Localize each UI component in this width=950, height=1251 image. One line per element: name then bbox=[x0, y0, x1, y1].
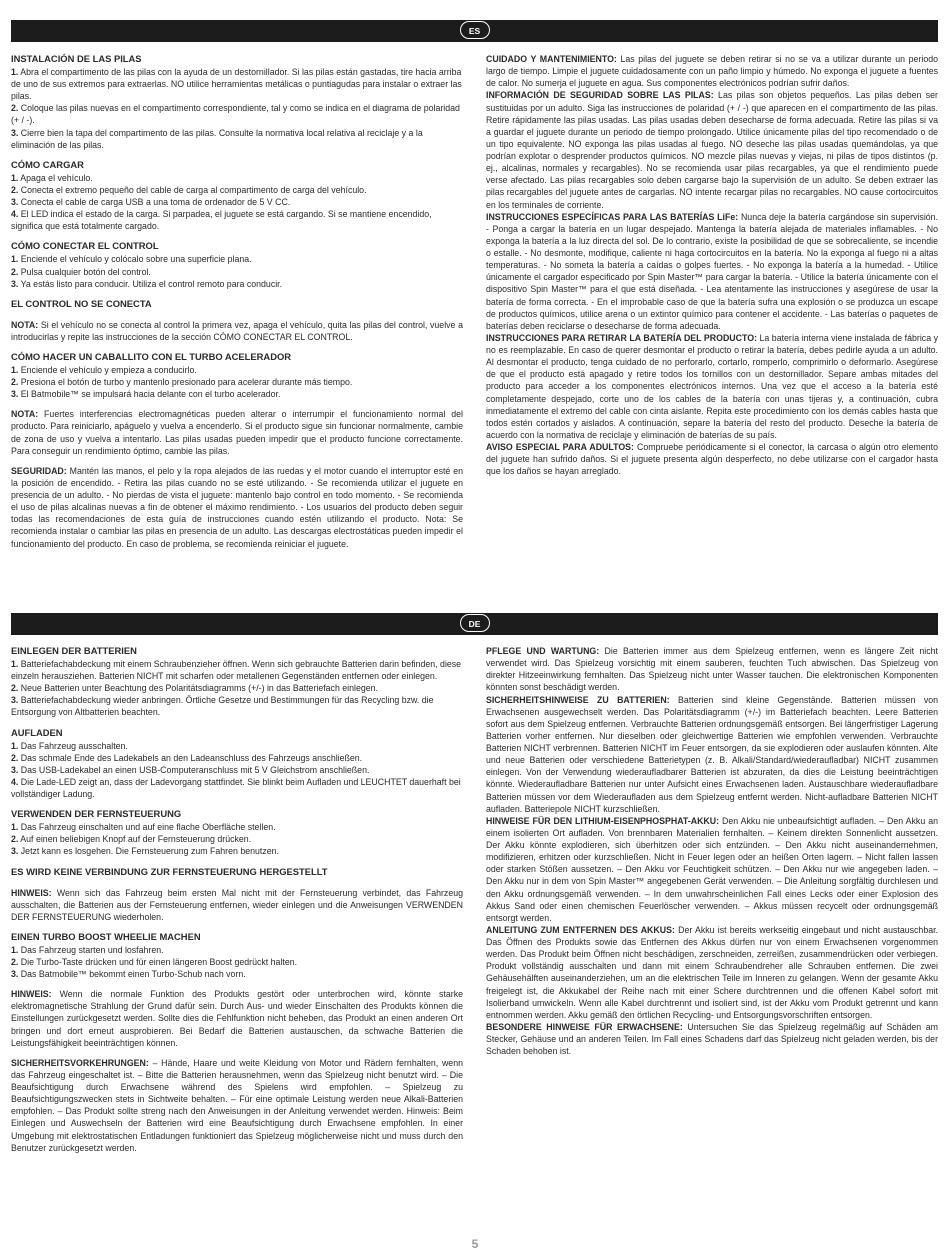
paragraph-text: Compruebe periódicamente si el conector, la carcasa o algún otro elemento del juguete han sufrido daños. Si el juguete presenta algún desperfecto, no debe utilizarse con el cargador hasta que los daños se hayan arreglado. bbox=[486, 442, 939, 477]
step-number: 1. bbox=[11, 66, 19, 77]
section-heading: VERWENDEN DER FERNSTEUERUNG bbox=[11, 808, 182, 820]
step-line bbox=[11, 102, 463, 126]
step-number: 2. bbox=[11, 103, 19, 114]
paragraph-lead: ANLEITUNG ZUM ENTFERNEN DES AKKUS: bbox=[486, 924, 675, 935]
step-line bbox=[11, 821, 463, 833]
section-block bbox=[11, 298, 463, 311]
step-text: Das Fahrzeug ausschalten. bbox=[18, 740, 128, 751]
step-number: 1. bbox=[11, 740, 19, 751]
step-text: El LED indica el estado de la carga. Si parpadea, el juguete se está cargando. Si se mantiene encendido, significa que está totalmente cargado. bbox=[11, 209, 432, 232]
step-number: 2. bbox=[11, 184, 19, 195]
section-heading: AUFLADEN bbox=[11, 726, 63, 738]
step-number: 3. bbox=[11, 695, 19, 706]
section-block bbox=[11, 240, 463, 289]
paragraph-lead: SICHERHEITSVORKEHRUNGEN: bbox=[11, 1057, 149, 1068]
step-text: Neue Batterien unter Beachtung des Polaritätsdiagramms (+/-) in das Batteriefach einlegen. bbox=[18, 683, 378, 694]
section-band-de bbox=[11, 613, 938, 635]
paragraph bbox=[486, 1021, 938, 1057]
paragraph bbox=[11, 988, 463, 1049]
step-line bbox=[11, 196, 463, 208]
de-right-column bbox=[486, 645, 938, 1057]
step-text: Die Turbo-Taste drücken und für einen längeren Boost gedrückt halten. bbox=[18, 956, 298, 967]
paragraph bbox=[486, 332, 938, 441]
step-number: 2. bbox=[11, 752, 19, 763]
section-block bbox=[11, 727, 463, 801]
step-line bbox=[11, 740, 463, 752]
step-line bbox=[11, 376, 463, 388]
step-number: 3. bbox=[11, 278, 19, 289]
step-number: 3. bbox=[11, 197, 19, 208]
step-text: Presiona el botón de turbo y mantenlo presionado para acelerar durante más tiempo. bbox=[18, 377, 353, 388]
step-text: Pulsa cualquier botón del control. bbox=[18, 266, 151, 277]
step-text: Das Fahrzeug starten und losfahren. bbox=[18, 944, 164, 955]
paragraph-text: La batería interna viene instalada de fábrica y no es reemplazable. En caso de querer desmontar el producto o retirar la batería, debes pedirle ayuda a un adulto. Al desmontar el producto, tenga cuidado de no perforarlo, cortarlo, romperlo, comprimirlo o deformarlo. Asegúrese de que el producto está apagado y retire todos los tornillos con un destornillador. Separe ambas mitades del producto para acceder a los componentes electrónicos internos. Una vez que el acceso a la batería esté completamente despejado, corte uno de los cables de la batería con unas tijeras y, a continuación, cubra inmediatamente el extremo del cable con cinta aislante. Repita este procedimiento con los demás cables hasta que todos estén cortados y aislados. A continuación, separe la batería del resto del producto. Deseche la batería de acuerdo con la normativa de reciclaje y eliminación de baterías de su país. bbox=[486, 332, 938, 440]
step-line bbox=[11, 253, 463, 265]
step-line bbox=[11, 845, 463, 857]
section-heading: CÓMO CONECTAR EL CONTROL bbox=[11, 240, 159, 252]
paragraph bbox=[486, 924, 938, 1021]
paragraph-text: Wenn sich das Fahrzeug beim ersten Mal nicht mit der Fernsteuerung verbindet, das Fahrzeug ausschalten, die Batterien aus der Fernsteuerung entfernen, wieder einlegen und die Anweisungen VERWENDEN DER FERNSTEUERUNG wiederholen. bbox=[11, 887, 463, 922]
section-heading: CÓMO HACER UN CABALLITO CON EL TURBO ACELERADOR bbox=[11, 351, 292, 362]
step-line bbox=[11, 833, 463, 845]
paragraph-lead: PFLEGE UND WARTUNG: bbox=[486, 646, 600, 656]
step-number: 4. bbox=[11, 209, 19, 220]
paragraph bbox=[11, 1057, 463, 1154]
step-line bbox=[11, 956, 463, 968]
step-number: 2. bbox=[11, 956, 19, 967]
section-heading: INSTALACIÓN DE LAS PILAS bbox=[11, 53, 142, 64]
paragraph-lead: NOTA: bbox=[11, 409, 39, 420]
section-block bbox=[11, 319, 463, 343]
section-block bbox=[11, 351, 463, 400]
step-text: Batteriefachabdeckung mit einem Schraubenzieher öffnen. Wenn sich gebrauchte Batterien darin befinden, diese einzeln herausziehen. Batterien NICHT mit scharfen oder metallenen Gegenständen entfernen oder einlegen. bbox=[11, 658, 462, 682]
step-line bbox=[11, 776, 463, 800]
paragraph bbox=[11, 465, 463, 550]
step-number: 3. bbox=[11, 389, 19, 400]
step-number: 1. bbox=[11, 172, 19, 183]
paragraph-text: Batterien sind kleine Gegenstände. Batterien müssen von Erwachsenen ausgewechselt werden. Das Polaritätsdiagramm (+/-) im Batteriefach beachten. Leere Batterien sofort aus dem Spielzeug entfernen. Verbrauchte Batterien ordnungsgemäß entsorgen. Bei längerfristiger Lagerung Batterien vorher entfernen. Nur dieselben oder gleichwertige Batterien wie empfohlen verwenden. Verbrauchte Batterien NICHT verbrennen. Batterien NICHT im Feuer entsorgen, da sie explodieren oder auslaufen könnten. Alte und neue Batterien oder verschiedene Batterietypen (z. B. Alkali/Standard/wiederaufladbar) NICHT zusammen einlegen. Von der Verwendung wiederaufladbarer Batterien ist abzuraten, da dies die Leistung beeinträchtigen könnte. Wiederaufladbare Batterien nur unter Aufsicht eines Erwachsenen laden. Austauschbare wiederaufladbare Batterien müssen vor dem Wiederaufladen aus dem Spielzeug entfernt werden. Nicht-aufladbare Batterien NICHT aufladen. Batteriepole NICHT kurzschließen. bbox=[486, 694, 938, 814]
step-text: Cierre bien la tapa del compartimento de las pilas. Consulte la normativa local relativa al reciclaje y a la eliminación de las pilas. bbox=[11, 127, 423, 150]
paragraph-lead: SEGURIDAD: bbox=[11, 465, 67, 476]
paragraph-lead: HINWEIS: bbox=[11, 989, 52, 1000]
step-text: Die Lade-LED zeigt an, dass der Ladevorgang stattfindet. Sie blinkt beim Aufladen und LEUCHTET dauerhaft bei vollständiger Ladung. bbox=[11, 776, 461, 800]
paragraph-text: Untersuchen Sie das Spielzeug regelmäßig auf Schäden am Stecker, Gehäuse und an anderen Teilen. Im Fall eines Schadens darf das Spielzeug nicht geladen werden, bis der Schaden behoben ist. bbox=[486, 1021, 938, 1057]
paragraph bbox=[486, 815, 938, 924]
step-text: El Batmobile™ se impulsará hacia delante con el turbo acelerador. bbox=[18, 389, 281, 400]
paragraph bbox=[486, 211, 938, 332]
section-heading: EINEN TURBO BOOST WHEELIE MACHEN bbox=[11, 930, 201, 942]
step-line bbox=[11, 278, 463, 290]
step-text: Das schmale Ende des Ladekabels an den Ladeanschluss des Fahrzeugs anschließen. bbox=[18, 752, 363, 763]
paragraph bbox=[486, 441, 938, 477]
step-text: Abra el compartimento de las pilas con la ayuda de un destornillador. Si las pilas están gastadas, tire hacia arriba de uno de sus extremos para extraerlas. NO utilice herramientas metálicas o puntiagudas para instalar o extraer las pilas. bbox=[11, 66, 462, 102]
step-text: Auf einen beliebigen Knopf auf der Fernsteuerung drücken. bbox=[18, 834, 252, 845]
step-number: 4. bbox=[11, 776, 19, 787]
step-number: 2. bbox=[11, 377, 19, 388]
paragraph-lead: HINWEISE FÜR DEN LITHIUM-EISENPHOSPHAT-AKKU: bbox=[486, 815, 720, 826]
step-number: 2. bbox=[11, 266, 19, 277]
paragraph-lead: CUIDADO Y MANTENIMIENTO: bbox=[486, 54, 617, 64]
section-band-es bbox=[11, 20, 938, 42]
paragraph-text: Der Akku ist bereits werkseitig eingebaut und nicht austauschbar. Das Öffnen des Produkts sowie das Entfernen des Akkus dürfen nur von einem Erwachsenen vorgenommen werden. Das Produkt beim Öffnen nicht beschädigen, zerschneiden, zerreißen, zusammendrücken oder verbiegen. Produkt vollständig ausschalten und dann mit einem Schraubendreher alle Schrauben entfernen. Die zwei Gehäusehälften auseinanderziehen, um an die elektrischen Teile im Inneren zu gelangen. Wenn der gesamte Akku freigelegt ist, die Akkukabel der Reihe nach mit einer Schere durchtrennen und die offenen Kabel sofort mit Isolierband umwickeln. Wenn alle Kabel durchtrennt und isoliert sind, ist der Akku vom Produkt getrennt und kann entnommen werden. Akku gemäß den örtlichen Recycling- und Entsorgungsvorschriften entsorgen. bbox=[486, 924, 938, 1020]
paragraph bbox=[486, 89, 938, 210]
paragraph-lead: INSTRUCCIONES ESPECÍFICAS PARA LAS BATERÍAS LiFe: bbox=[486, 211, 739, 222]
paragraph bbox=[11, 887, 463, 923]
paragraph-text: Las pilas del juguete se deben retirar si no se va a utilizar durante un periodo largo de tiempo. Limpie el juguete cuidadosamente con un paño limpio y húmedo. No exponga el juguete a fuentes de calor. No sumerja el juguete en agua. Sus componentes electrónicos podrían sufrir daños. bbox=[486, 54, 939, 89]
paragraph-lead: NOTA: bbox=[11, 319, 39, 330]
step-line bbox=[11, 66, 463, 102]
language-badge-es: ES bbox=[460, 21, 490, 39]
paragraph-lead: BESONDERE HINWEISE FÜR ERWACHSENE: bbox=[486, 1021, 683, 1032]
step-number: 3. bbox=[11, 969, 19, 980]
paragraph-text: – Hände, Haare und weite Kleidung von Motor und Rädern fernhalten, wenn das Fahrzeug eingeschaltet ist. – Bitte die Batterien herausnehmen, wenn das Spielzeug nicht benutzt wird. – Die Beaufsichtigung durch Erwachsene während des Spielens wird empfohlen. – Spielzeug zu Beaufsichtigungszwecken stets in Sichtweite behalten. – Für eine optimale Leistung werden neue Alkali-Batterien empfohlen. – Das Produkt sollte streng nach den Anweisungen in der Anleitung verwendet werden. Hinweis: Beim Einlegen und Auswechseln der Batterien wird eine Beaufsichtigung durch Erwachsene empfohlen. In einer Umgebung mit elektrostatischen Entladungen funktioniert das Spielzeug möglicherweise nicht und muss durch den Benutzer zurückgesetzt werden. bbox=[11, 1057, 463, 1153]
paragraph-text: Den Akku nie unbeaufsichtigt aufladen. – Den Akku an einem isolierten Ort aufladen. Von brennbaren Materialien fernhalten. – Keinem direkten Sonnenlicht aussetzen. Der Akku könnte explodieren, sich überhitzen oder sich entzünden. – Den Akku nicht auseinandernehmen, modifizieren, erhitzen oder kurzschließen. Nicht in Feuer legen oder an heißen Orten lagern. – Nicht fallen lassen oder starken Stößen aussetzen. – Den Akku vor Feuchtigkeit schützen. – Den Akku nur wie angegeben laden. – Den Akku nur in dem von Spin Master™ angegebenen Gerät verwenden. – Die Anleitung sorgfältig durchlesen und den Akku ordnungsgemäß verwenden. – In dem unwahrscheinlichen Fall eines Lecks oder einer Explosion des Akkus Sand oder einen chemischen Feuerlöscher verwenden. – Akkus müssen recycelt oder ordnungsgemäß entsorgt werden. bbox=[486, 815, 938, 923]
section-block bbox=[11, 465, 463, 550]
step-number: 1. bbox=[11, 254, 19, 265]
section-heading: EINLEGEN DER BATTERIEN bbox=[11, 645, 137, 656]
step-line bbox=[11, 172, 463, 184]
step-number: 1. bbox=[11, 944, 19, 955]
paragraph-text: Die Batterien immer aus dem Spielzeug entfernen, wenn es längere Zeit nicht verwendet wird. Das Spielzeug vorsichtig mit einem sauberen, feuchten Tuch abwischen. Das Spielzeug von direkter Hitzeeinwirkung fernhalten. Das Spielzeug nicht unter Wasser tauchen. Die elektronischen Komponenten könnten sonst beschädigt werden. bbox=[486, 646, 939, 693]
paragraph-text: Las pilas son objetos pequeños. Las pilas deben ser sustituidas por un adulto. Siga las instrucciones de polaridad (+ / -) que aparecen en el compartimento de las pilas. Retire rápidamente las pilas usadas. Las pilas usadas deben desecharse de forma adecuada. Retire las pilas si va a guardar el juguete durante un periodo de tiempo prolongado. Utilice únicamente pilas del tipo recomendado o de un tipo equivalente. NO exponga las pilas usadas al fuego. NO deseche las pilas usadas quemándolas, ya que podrían explotar o desprender productos químicos. NO mezcle pilas nuevas y viejas, ni pilas de tipos distintos (p. ej., alcalinas, normales y recargables). No se recomienda usar pilas recargables, ya que el rendimiento puede verse afectado. Las pilas recargables solo deben cargarse bajo la supervisión de un adulto. Se deben extraer las pilas recargables del juguete antes de cargarlas. NO intente recargar pilas no recargables. NO cause cortocircuitos en los terminales de corriente. bbox=[486, 90, 938, 210]
step-text: Das Fahrzeug einschalten und auf eine flache Oberfläche stellen. bbox=[18, 822, 276, 833]
paragraph-lead: AVISO ESPECIAL PARA ADULTOS: bbox=[486, 442, 634, 452]
de-left-column bbox=[11, 645, 463, 1162]
step-line bbox=[11, 764, 463, 776]
step-text: Batteriefachabdeckung wieder anbringen. Örtliche Gesetze und Bestimmungen für das Recycling bzw. die Entsorgung von Altbatterien beachten. bbox=[11, 695, 434, 718]
step-text: Das Batmobile™ bekommt einen Turbo-Schub nach vorn. bbox=[18, 969, 246, 980]
page-number: 5 bbox=[471, 1237, 479, 1251]
paragraph bbox=[11, 408, 463, 457]
paragraph-lead: SICHERHEITSHINWEISE ZU BATTERIEN: bbox=[486, 694, 670, 705]
paragraph-text: Si el vehículo no se conecta al control la primera vez, apaga el vehículo, quita las pilas del control, vuelve a introducirlas y repite las instrucciones de la sección CÓMO CONECTAR EL CONTROL. bbox=[11, 319, 463, 342]
step-text: Conecta el cable de carga USB a una toma de ordenador de 5 V CC. bbox=[18, 197, 291, 208]
step-number: 3. bbox=[11, 764, 19, 775]
section-block bbox=[11, 159, 463, 233]
step-number: 2. bbox=[11, 683, 19, 694]
step-text: Coloque las pilas nuevas en el compartimento correspondiente, tal y como se indica en el diagrama de polaridad (+ / -). bbox=[11, 103, 460, 126]
section-block bbox=[11, 408, 463, 457]
step-line bbox=[11, 364, 463, 376]
section-heading: EL CONTROL NO SE CONECTA bbox=[11, 297, 152, 309]
paragraph-text: Mantén las manos, el pelo y la ropa alejados de las ruedas y el motor cuando el interruptor esté en la posición de encendido. - Retira las pilas cuando no se esté utilizando. - Se recomienda utilizar el juguete en presencia de un adulto. - No pierdas de vista el juguete: mantenlo bajo control en todo momento. - Se recomienda el uso de pilas alcalinas nuevas a fin de obtener el máximo rendimiento. - Los usuarios del producto deben seguir todas las recomendaciones de esta guía de instrucciones cuando estén utilizando el producto. Nota: Se recomienda instalar o cambiar las pilas en presencia de un adulto. Las descargas electrostáticas pueden impedir el funcionamiento del producto. En caso de problema, se recomienda reiniciar el juguete. bbox=[11, 465, 463, 549]
step-line bbox=[11, 266, 463, 278]
step-line bbox=[11, 388, 463, 400]
step-text: Das USB-Ladekabel an einen USB-Computeranschluss mit 5 V Gleichstrom anschließen. bbox=[18, 764, 370, 775]
paragraph bbox=[486, 645, 938, 694]
es-left-column bbox=[11, 53, 463, 558]
step-line bbox=[11, 968, 463, 980]
step-line bbox=[11, 682, 463, 694]
paragraph bbox=[486, 694, 938, 815]
section-block bbox=[11, 866, 463, 879]
step-line bbox=[11, 944, 463, 956]
step-number: 3. bbox=[11, 127, 19, 138]
step-text: Enciende el vehículo y empieza a conducirlo. bbox=[18, 364, 197, 375]
es-right-column bbox=[486, 53, 938, 477]
step-line bbox=[11, 694, 463, 718]
section-block bbox=[11, 1057, 463, 1154]
step-number: 3. bbox=[11, 846, 19, 857]
paragraph-lead: INFORMACIÓN DE SEGURIDAD SOBRE LAS PILAS: bbox=[486, 90, 714, 101]
section-block bbox=[11, 808, 463, 857]
section-block bbox=[11, 53, 463, 151]
step-text: Ya estás listo para conducir. Utiliza el control remoto para conducir. bbox=[18, 278, 283, 289]
section-heading: ES WIRD KEINE VERBINDUNG ZUR FERNSTEUERUNG HERGESTELLT bbox=[11, 865, 328, 877]
step-line bbox=[11, 127, 463, 151]
step-text: Apaga el vehículo. bbox=[18, 172, 93, 183]
step-line bbox=[11, 658, 463, 682]
section-block bbox=[11, 887, 463, 923]
paragraph-text: Fuertes interferencias electromagnéticas pueden alterar o interrumpir el funcionamiento normal del producto. Para reiniciarlo, apáguelo y vuelva a encenderlo. Si el producto sigue sin funcionar normalmente, cambie de zona de uso y vuelva a intentarlo. Las pilas usadas pueden impedir que el producto funcione correctamente. Para conseguir un rendimiento óptimo, cambie las pilas. bbox=[11, 409, 463, 456]
step-number: 1. bbox=[11, 822, 19, 833]
paragraph-text: Nunca deje la batería cargándose sin supervisión. - Ponga a cargar la batería en un lugar despejado. Mantenga la batería alejada de materiales inflamables. - No exponga la batería a la luz directa del sol. De lo contrario, existe la posibilidad de que se sobrecaliente, se incendie o estalle. - No desmonte, modifique, caliente ni haga cortocircuitos en la batería. No la exponga al fuego ni a altas temperaturas. - No someta la batería a caídas o golpes fuertes. - No exponga la batería a la humedad. - Utilice únicamente el cargador especificado por Spin Master™ para cargar la batería. - Utilice la batería únicamente con el dispositivo Spin Master™ para el que está diseñada. - Lea atentamente las instrucciones y asegúrese de usar la batería de forma correcta. - En el improbable caso de que la batería sufra una explosión o se produzca un escape de productos químicos, utilice arena o un extintor químico para contener el accidente. - Las baterías o paquetes de baterías deben reciclarse o desecharse de forma adecuada. bbox=[486, 211, 938, 331]
step-number: 1. bbox=[11, 364, 19, 375]
step-number: 2. bbox=[11, 834, 19, 845]
step-text: Conecta el extremo pequeño del cable de carga al compartimento de carga del vehículo. bbox=[18, 184, 367, 195]
step-line bbox=[11, 208, 463, 232]
section-heading: CÓMO CARGAR bbox=[11, 158, 84, 170]
step-line bbox=[11, 184, 463, 196]
section-block bbox=[11, 931, 463, 980]
language-badge-de: DE bbox=[460, 614, 490, 632]
paragraph bbox=[486, 53, 938, 89]
paragraph-lead: INSTRUCCIONES PARA RETIRAR LA BATERÍA DEL PRODUCTO: bbox=[486, 332, 757, 343]
section-block bbox=[11, 645, 463, 719]
paragraph-lead: HINWEIS: bbox=[11, 887, 52, 898]
step-text: Enciende el vehículo y colócalo sobre una superficie plana. bbox=[18, 254, 252, 265]
step-line bbox=[11, 752, 463, 764]
paragraph-text: Wenn die normale Funktion des Produkts gestört oder unterbrochen wird, könnte starke elektromagnetische Strahlung der Grund dafür sein. Durch Aus- und wieder Einschalten des Produkts können die Einstellungen zurückgesetzt werden. Sollte dies die Fehlfunktion nicht beheben, das Produkt an einen anderen Ort bringen und dort erneut ausprobieren. Bei Bedarf die Batterien austauschen, da schwache Batterien die Leistungsfähigkeit beeinträchtigen können. bbox=[11, 989, 463, 1048]
paragraph bbox=[11, 319, 463, 343]
step-text: Jetzt kann es losgehen. Die Fernsteuerung zum Fahren benutzen. bbox=[18, 846, 279, 857]
step-number: 1. bbox=[11, 658, 19, 669]
section-block bbox=[11, 988, 463, 1049]
